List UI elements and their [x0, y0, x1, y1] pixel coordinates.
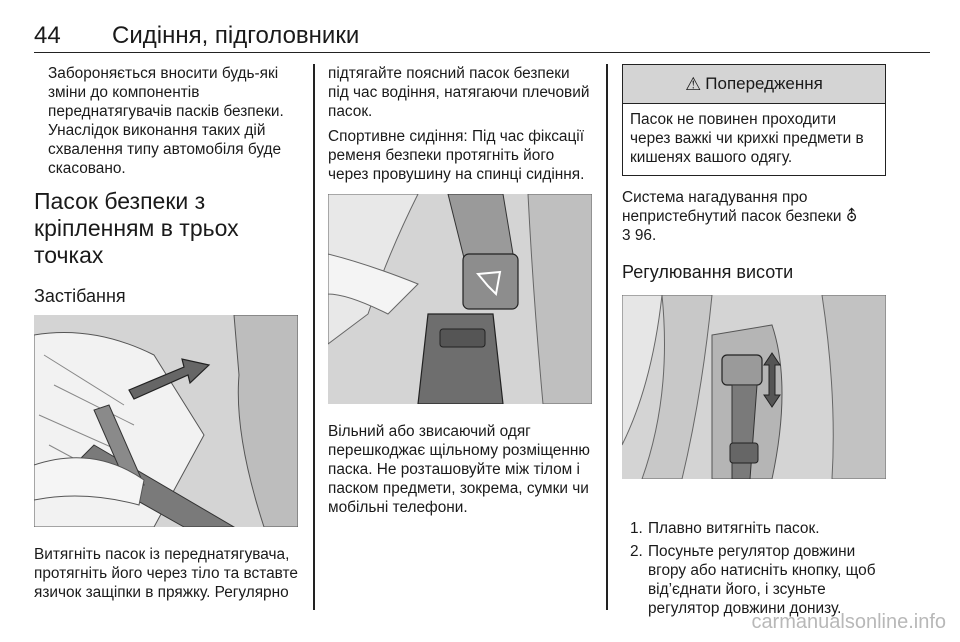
list-item: 2. Посуньте регулятор довжини вгору або натисніть кнопку, щоб від’єднати його, і зсуньте регулятор довжини донизу.	[630, 543, 876, 617]
column-divider	[606, 64, 608, 610]
fastening-subheading: Застібання	[34, 286, 126, 306]
height-adjust-subheading: Регулювання висоти	[622, 262, 794, 282]
seatbelt-icon: ⛢	[845, 208, 858, 225]
warning-text: Пасок не повинен проходити через важкі чи крихкі предмети в кишенях вашого одягу.	[630, 111, 864, 166]
steps-list	[622, 519, 886, 618]
height-adjust-figure	[622, 295, 886, 479]
section-heading: Пасок безпеки з кріпленням в трьох точках	[34, 188, 239, 268]
warning-title: Попередження	[705, 74, 823, 93]
list-item: 1. Плавно витягніть пасок.	[630, 520, 820, 537]
page-reference-link[interactable]: 3 96.	[622, 227, 657, 244]
column-2	[328, 64, 592, 517]
sport-seat-figure	[328, 194, 592, 404]
page-number: 44	[34, 22, 61, 49]
fastening-caption: Витягніть пасок із переднатягувача, протягніть його через тіло та вставте язичок защіпки в пряжку. Регулярно	[34, 546, 298, 601]
column-divider	[313, 64, 315, 610]
column-1	[34, 64, 298, 602]
reminder-text: Система нагадування про непристебнутий пасок безпеки	[622, 189, 842, 225]
column-3	[622, 64, 886, 622]
sport-seat-paragraph: Спортивне сидіння: Під час фіксації ременя безпеки протягніть його через провушину на спинці сидіння.	[328, 128, 585, 183]
intro-paragraph: Забороняється вносити будь-які зміни до компонентів переднатягувачів пасків безпеки. Унаслідок виконання таких дій схвалення типу автомобіля буде скасовано.	[48, 65, 284, 177]
watermark: carmanualsonline.info	[751, 611, 946, 633]
reminder-paragraph	[622, 188, 886, 245]
warning-triangle-icon: ⚠	[685, 73, 702, 94]
clothing-paragraph: Вільний або звисаючий одяг перешкоджає щільному розміщенню паска. Не розташовуйте між тілом і паском предмети, зокрема, сумки чи мобільні телефони.	[328, 423, 590, 516]
belt-tighten-paragraph: підтягайте поясний пасок безпеки під час водіння, натягаючи плечовий пасок.	[328, 65, 590, 120]
fastening-figure	[34, 315, 298, 527]
page-header	[34, 18, 930, 53]
warning-box	[622, 64, 886, 176]
warning-header	[623, 65, 885, 104]
page-title: Сидіння, підголовники	[112, 22, 360, 49]
